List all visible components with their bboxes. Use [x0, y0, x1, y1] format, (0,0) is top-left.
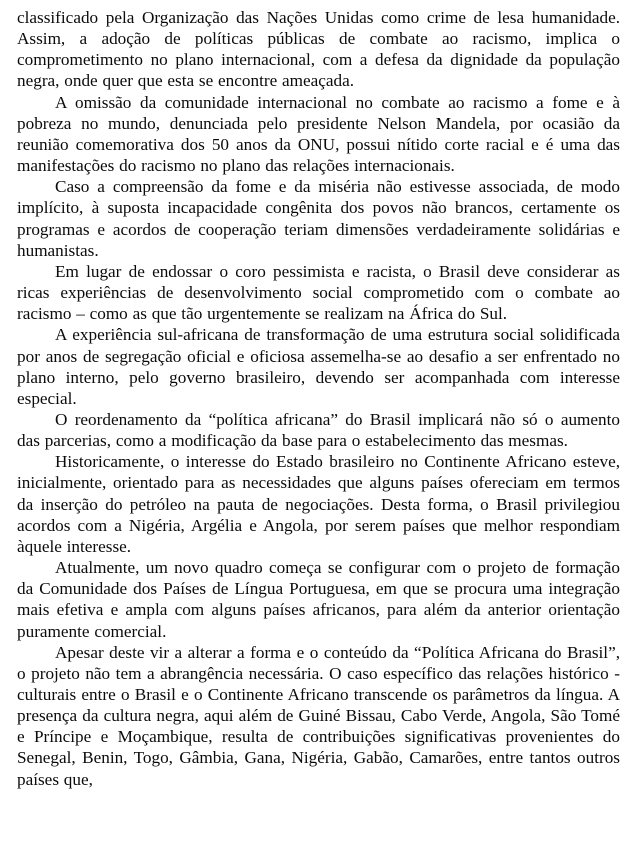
paragraph: Atualmente, um novo quadro começa se configurar com o projeto de formação da Comunidade dos Países de Língua Portuguesa, em que se procura uma integração mais efetiva e ampla com alguns países africanos, para além da anterior orientação puramente comercial. [17, 558, 620, 641]
paragraph: Historicamente, o interesse do Estado brasileiro no Continente Africano esteve, inicialmente, orientado para as necessidades que alguns países ofereciam em termos da inserção do petróleo na pauta de negociações. Desta forma, o Brasil privilegiou acordos com a Nigéria, Argélia e Angola, por serem países que melhor respondiam àquele interesse. [17, 452, 620, 556]
paragraph: Em lugar de endossar o coro pessimista e racista, o Brasil deve considerar as ricas experiências de desenvolvimento social comprometido com o combate ao racismo – como as que tão urgentemente se realizam na África do Sul. [17, 261, 620, 324]
paragraph: O reordenamento da “política africana” do Brasil implicará não só o aumento das parcerias, como a modificação da base para o estabelecimento das mesmas. [17, 409, 620, 451]
paragraph: Apesar deste vir a alterar a forma e o conteúdo da “Política Africana do Brasil”, o projeto não tem a abrangência necessária. O caso específico das relações histórico - culturais entre o Brasil e o Continente Africano transcende os parâmetros da língua. A presença da cultura negra, aqui além de Guiné Bissau, Cabo Verde, Angola, São Tomé e Príncipe e Moçambique, resulta de contribuições significativas provenientes do Senegal, Benin, Togo, Gâmbia, Gana, Nigéria, Gabão, Camarões, entre tantos outros países que, [17, 642, 620, 789]
paragraph: Caso a compreensão da fome e da miséria não estivesse associada, de modo implícito, à suposta incapacidade congênita dos povos não brancos, certamente os programas e acordos de cooperação teriam dimensões verdadeiramente solidárias e humanistas. [17, 177, 620, 260]
paragraph: A experiência sul-africana de transformação de uma estrutura social solidificada por anos de segregação oficial e oficiosa assemelha-se ao desafio a ser enfrentado no plano interno, pelo governo brasileiro, devendo ser acompanhada com interesse especial. [17, 325, 620, 408]
paragraph-continued: classificado pela Organização das Nações Unidas como crime de lesa humanidade. Assim, a adoção de políticas públicas de combate ao racismo, implica o comprometimento no plano internacional, com a defesa da dignidade da população negra, onde quer que esta se encontre ameaçada. [17, 8, 620, 91]
paragraph: A omissão da comunidade internacional no combate ao racismo a fome e à pobreza no mundo, denunciada pelo presidente Nelson Mandela, por ocasião da reunião comemorativa dos 50 anos da ONU, possui nítido corte racial e é uma das manifestações do racismo no plano das relações internacionais. [17, 92, 620, 176]
